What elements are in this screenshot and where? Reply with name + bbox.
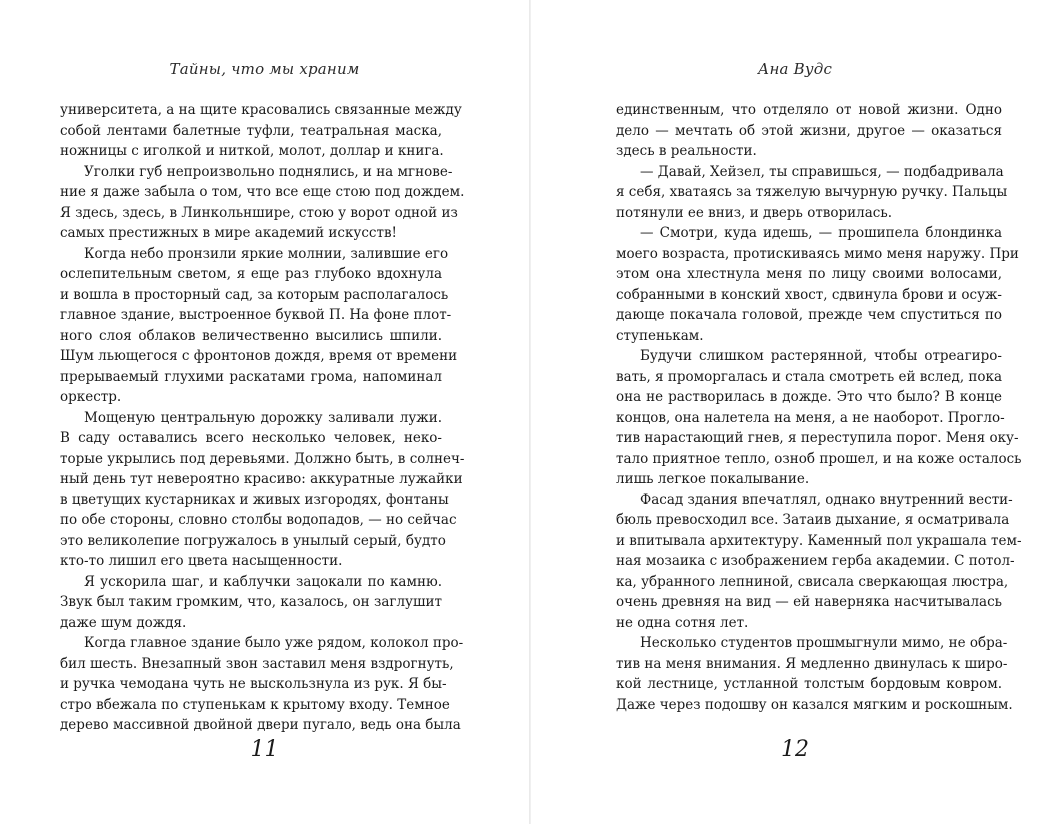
text-line: ножницы с иголкой и ниткой, молот, доллар и книга. <box>60 143 444 159</box>
text-line: Несколько студентов прошмыгнули мимо, не обра- <box>640 635 1008 651</box>
text-line: ние я даже забыла о том, что все еще стою под дождем. <box>60 184 465 200</box>
text-line: и вошла в просторный сад, за которым располагалось <box>60 286 449 303</box>
text-line: и впитывала архитектуру. Каменный пол украшала тем- <box>616 532 1022 549</box>
text-line: Когда главное здание было уже рядом, колокол про- <box>84 635 464 651</box>
page-number-right: 12 <box>781 737 809 762</box>
text-line: вать, я проморгалась и стала смотреть ей вслед, пока <box>616 368 1003 385</box>
text-line: ослепительным светом, я еще раз глубоко вдохнула <box>60 266 442 282</box>
text-line: Я здесь, здесь, в Линкольншире, стою у ворот одной из <box>60 204 458 221</box>
text-line: даже шум дождя. <box>60 614 187 631</box>
text-line: тало приятное тепло, озноб прошел, и на коже осталось <box>616 450 1022 467</box>
text-line: Будучи слишком растерянной, чтобы отреагиро- <box>640 348 1002 364</box>
text-line: я себя, хватаясь за тяжелую вычурную ручку. Пальцы <box>616 184 1008 200</box>
text-line: Мощеную центральную дорожку заливали лужи. <box>84 409 442 426</box>
text-line: ный день тут невероятно красиво: аккуратные лужайки <box>60 471 463 487</box>
text-line: ка, убранного лепниной, свисала сверкающая люстра, <box>616 573 1009 590</box>
text-line: — Давай, Хейзел, ты справишься, — подбадривала <box>640 163 1004 180</box>
text-line: В саду оставались всего несколько человек, неко- <box>60 430 442 446</box>
text-line: не одна сотня лет. <box>616 614 749 631</box>
text-line: Даже через подошву он казался мягким и роскошным. <box>616 696 1013 713</box>
text-line: ного слоя облаков величественно высились шпили. <box>60 327 442 344</box>
text-line: собранными в конский хвост, сдвинула брови и осуж- <box>616 286 1002 303</box>
text-line: собой лентами балетные туфли, театральная маска, <box>60 122 442 139</box>
text-line: Когда небо пронзили яркие молнии, залившие его <box>84 245 449 262</box>
text-line: тив на меня внимания. Я медленно двинулась к широ- <box>616 655 1008 672</box>
text-line: ступенькам. <box>616 327 704 344</box>
text-line: торые укрылись под деревьями. Должно быть, в солнеч- <box>60 450 465 467</box>
text-line: кой лестнице, устланной толстым бордовым ковром. <box>616 676 1002 692</box>
text-line: стро вбежала по ступенькам к крытому входу. Темное <box>60 696 450 713</box>
text-line: этом она хлестнула меня по лицу своими волосами, <box>616 266 1002 282</box>
text-line: прерываемый глухими раскатами грома, напоминал <box>60 368 442 385</box>
text-line: дело — мечтать об этой жизни, другое — оказаться <box>616 122 1002 139</box>
right-page-body <box>616 100 1022 715</box>
text-line: потянули ее вниз, и дверь отворилась. <box>616 204 892 221</box>
text-line: Я ускорила шаг, и каблучки зацокали по камню. <box>84 573 442 590</box>
text-line: и ручка чемодана чуть не выскользнула из рук. Я бы- <box>60 676 447 692</box>
text-line: Звук был таким громким, что, казалось, он заглушит <box>60 594 442 610</box>
text-line: очень древняя на вид — ей наверняка насчитывалась <box>616 594 1002 610</box>
text-line: кто-то лишил его цвета насыщенности. <box>60 553 343 569</box>
left-page-body <box>60 100 465 736</box>
text-line: здесь в реальности. <box>616 143 757 159</box>
text-line: моего возраста, протискиваясь мимо меня наружу. При <box>616 245 1019 262</box>
text-line: — Смотри, куда идешь, — прошипела блондинка <box>640 225 1002 241</box>
text-line: оркестр. <box>60 389 122 405</box>
text-line: лишь легкое покалывание. <box>616 471 810 487</box>
text-line: Уголки губ непроизвольно поднялись, и на мгнове- <box>84 163 453 180</box>
text-line: Фасад здания впечатлял, однако внутренний вести- <box>640 491 1013 508</box>
running-head-right: Ана Вудс <box>757 60 833 78</box>
text-line: в цветущих кустарниках и живых изгородях, фонтаны <box>60 491 449 508</box>
text-line: ная мозаика с изображением герба академии. С потол- <box>616 553 1015 569</box>
text-line: бюль превосходил все. Затаив дыхание, я осматривала <box>616 512 1010 528</box>
text-line: по обе стороны, словно столбы водопадов, — но сейчас <box>60 512 457 528</box>
text-line: самых престижных в мире академий искусств! <box>60 225 397 241</box>
running-head-left: Тайны, что мы храним <box>169 60 360 78</box>
text-line: это великолепие погружалось в унылый серый, будто <box>60 532 446 549</box>
text-line: главное здание, выстроенное буквой П. На фоне плот- <box>60 307 452 323</box>
text-line: дающе покачала головой, прежде чем спуститься по <box>616 307 1002 323</box>
text-line: единственным, что отделяло от новой жизни. Одно <box>616 102 1002 118</box>
text-line: дерево массивной двойной двери пугало, ведь она была <box>60 717 461 733</box>
text-line: университета, а на щите красовались связанные между <box>60 102 462 118</box>
text-line: концов, она налетела на меня, а не наоборот. Прогло- <box>616 409 1005 426</box>
left-page <box>0 0 529 824</box>
text-line: она не растворилась в дожде. Это что было? В конце <box>616 389 1002 405</box>
page-number-left: 11 <box>250 737 279 762</box>
text-line: бил шесть. Внезапный звон заставил меня вздрогнуть, <box>60 655 454 672</box>
text-line: тив нарастающий гнев, я переступила порог. Меня оку- <box>616 430 1019 446</box>
text-line: Шум льющегося с фронтонов дождя, время от времени <box>60 348 458 364</box>
